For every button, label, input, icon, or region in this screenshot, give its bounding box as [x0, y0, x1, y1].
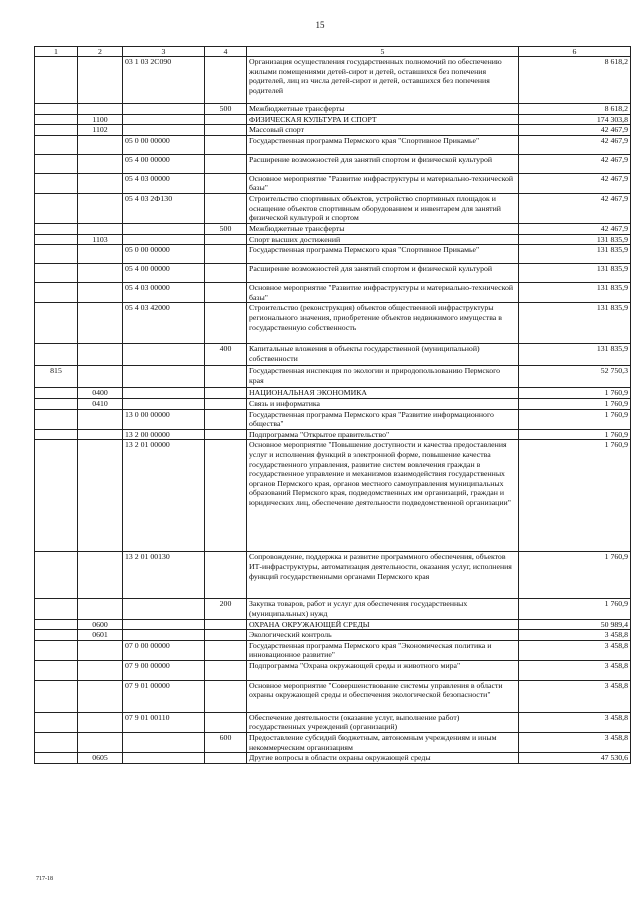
target-article-cell: 13 2 01 00000	[123, 440, 205, 552]
description-cell: Государственная инспекция по экологии и природопользованию Пермского края	[247, 366, 519, 388]
description-cell: Основное мероприятие "Развитие инфраструктуры и материально-технической базы"	[247, 173, 519, 193]
description-cell: Связь и информатика	[247, 398, 519, 409]
admin-code-cell	[35, 154, 78, 173]
amount-cell: 174 303,8	[519, 114, 631, 125]
description-cell: Обеспечение деятельности (оказание услуг, выполнение работ) государственных учреждений (организаций)	[247, 712, 519, 732]
target-article-cell: 05 4 00 00000	[123, 154, 205, 173]
footer-code: 717-18	[36, 876, 53, 882]
admin-code-cell	[35, 283, 78, 303]
amount-cell: 3 458,8	[519, 733, 631, 753]
column-header-2: 2	[78, 47, 123, 57]
table-row	[35, 57, 631, 104]
target-article-cell: 05 0 00 00000	[123, 135, 205, 154]
table-row	[35, 173, 631, 193]
expense-type-cell	[205, 154, 247, 173]
section-code-cell	[78, 104, 123, 115]
description-cell: Спорт высших достижений	[247, 234, 519, 245]
table-row	[35, 429, 631, 440]
target-article-cell	[123, 344, 205, 366]
section-code-cell	[78, 344, 123, 366]
amount-cell: 1 760,9	[519, 429, 631, 440]
description-cell: ФИЗИЧЕСКАЯ КУЛЬТУРА И СПОРТ	[247, 114, 519, 125]
table-row	[35, 154, 631, 173]
table-row	[35, 640, 631, 660]
description-cell: Расширение возможностей для занятий спортом и физической культурой	[247, 264, 519, 283]
admin-code-cell	[35, 125, 78, 136]
target-article-cell: 05 0 00 00000	[123, 245, 205, 264]
admin-code-cell	[35, 173, 78, 193]
amount-cell: 42 467,9	[519, 154, 631, 173]
expense-type-cell	[205, 193, 247, 223]
table-row	[35, 234, 631, 245]
table-row	[35, 114, 631, 125]
target-article-cell	[123, 619, 205, 630]
expense-type-cell	[205, 619, 247, 630]
amount-cell: 8 618,2	[519, 57, 631, 104]
admin-code-cell	[35, 630, 78, 641]
table-row	[35, 193, 631, 223]
section-code-cell	[78, 154, 123, 173]
section-code-cell	[78, 429, 123, 440]
table-row	[35, 344, 631, 366]
amount-cell: 42 467,9	[519, 125, 631, 136]
target-article-cell	[123, 733, 205, 753]
admin-code-cell	[35, 660, 78, 680]
amount-cell: 50 989,4	[519, 619, 631, 630]
section-code-cell	[78, 712, 123, 732]
expense-type-cell	[205, 712, 247, 732]
section-code-cell	[78, 440, 123, 552]
description-cell: Государственная программа Пермского края "Развитие информационного общества"	[247, 409, 519, 429]
table-row	[35, 135, 631, 154]
expense-type-cell	[205, 680, 247, 712]
section-code-cell	[78, 173, 123, 193]
expense-type-cell	[205, 552, 247, 599]
target-article-cell: 05 4 03 00000	[123, 283, 205, 303]
amount-cell: 1 760,9	[519, 599, 631, 619]
expense-type-cell	[205, 57, 247, 104]
table-row	[35, 398, 631, 409]
description-cell: Предоставление субсидий бюджетным, автономным учреждениям и иным некоммерческим организациям	[247, 733, 519, 753]
expense-type-cell: 500	[205, 223, 247, 234]
admin-code-cell: 815	[35, 366, 78, 388]
target-article-cell: 07 0 00 00000	[123, 640, 205, 660]
target-article-cell	[123, 753, 205, 764]
table-row	[35, 660, 631, 680]
page-number: 15	[315, 20, 325, 30]
column-header-6: 6	[519, 47, 631, 57]
expense-type-cell	[205, 366, 247, 388]
target-article-cell	[123, 366, 205, 388]
description-cell: Основное мероприятие "Повышение доступности и качества предоставления услуг и исполнения функций в электронной форме, повышение качества государственного управления, развитие систем вовлечения граждан в государственное управление и механизмов взаимодействия государственных органов Пермского края, органов местного самоуправления муниципальных образований Пермского края, подведомственных им организаций, граждан и юридических лиц, обеспечение деятельности подведомственной организации"	[247, 440, 519, 552]
amount-cell: 3 458,8	[519, 712, 631, 732]
expense-type-cell	[205, 264, 247, 283]
target-article-cell	[123, 125, 205, 136]
section-code-cell: 0605	[78, 753, 123, 764]
target-article-cell	[123, 388, 205, 399]
amount-cell: 131 835,9	[519, 303, 631, 344]
expense-type-cell	[205, 440, 247, 552]
section-code-cell: 1103	[78, 234, 123, 245]
target-article-cell: 07 9 01 00110	[123, 712, 205, 732]
table-row	[35, 283, 631, 303]
target-article-cell: 07 9 00 00000	[123, 660, 205, 680]
section-code-cell	[78, 245, 123, 264]
target-article-cell: 05 4 00 00000	[123, 264, 205, 283]
description-cell: Подпрограмма "Открытое правительство"	[247, 429, 519, 440]
section-code-cell	[78, 193, 123, 223]
admin-code-cell	[35, 398, 78, 409]
description-cell: Основное мероприятие "Развитие инфраструктуры и материально-технической базы"	[247, 283, 519, 303]
table-row	[35, 125, 631, 136]
section-code-cell	[78, 599, 123, 619]
admin-code-cell	[35, 680, 78, 712]
amount-cell: 1 760,9	[519, 552, 631, 599]
amount-cell: 131 835,9	[519, 264, 631, 283]
amount-cell: 131 835,9	[519, 344, 631, 366]
description-cell: Строительство (реконструкция) объектов общественной инфраструктуры регионального значения, приобретение объектов недвижимого имущества в государственную собственность	[247, 303, 519, 344]
table-header	[35, 47, 631, 57]
table-row	[35, 753, 631, 764]
expense-type-cell	[205, 125, 247, 136]
target-article-cell	[123, 599, 205, 619]
admin-code-cell	[35, 193, 78, 223]
table-row	[35, 104, 631, 115]
admin-code-cell	[35, 245, 78, 264]
target-article-cell: 07 9 01 00000	[123, 680, 205, 712]
amount-cell: 42 467,9	[519, 173, 631, 193]
description-cell: Другие вопросы в области охраны окружающей среды	[247, 753, 519, 764]
section-code-cell	[78, 303, 123, 344]
amount-cell: 42 467,9	[519, 135, 631, 154]
admin-code-cell	[35, 753, 78, 764]
amount-cell: 1 760,9	[519, 388, 631, 399]
admin-code-cell	[35, 264, 78, 283]
expense-type-cell: 500	[205, 104, 247, 115]
target-article-cell	[123, 114, 205, 125]
expense-type-cell: 400	[205, 344, 247, 366]
target-article-cell: 13 2 00 00000	[123, 429, 205, 440]
description-cell: Капитальные вложения в объекты государственной (муниципальной) собственности	[247, 344, 519, 366]
description-cell: Государственная программа Пермского края "Экономическая политика и инновационное развитие"	[247, 640, 519, 660]
section-code-cell: 0601	[78, 630, 123, 641]
description-cell: Сопровождение, поддержка и развитие программного обеспечения, объектов ИТ-инфраструктуры, автоматизация деятельности, оказания услуг, исполнения функций государственными органами Пермского края	[247, 552, 519, 599]
expense-type-cell	[205, 303, 247, 344]
table-row	[35, 733, 631, 753]
expense-type-cell	[205, 135, 247, 154]
amount-cell: 42 467,9	[519, 223, 631, 234]
admin-code-cell	[35, 640, 78, 660]
column-header-4: 4	[205, 47, 247, 57]
section-code-cell	[78, 223, 123, 234]
description-cell: Массовый спорт	[247, 125, 519, 136]
admin-code-cell	[35, 234, 78, 245]
admin-code-cell	[35, 552, 78, 599]
table-row	[35, 619, 631, 630]
expense-type-cell	[205, 245, 247, 264]
table-row	[35, 599, 631, 619]
admin-code-cell	[35, 114, 78, 125]
target-article-cell	[123, 223, 205, 234]
section-code-cell	[78, 552, 123, 599]
description-cell: Расширение возможностей для занятий спортом и физической культурой	[247, 154, 519, 173]
expense-type-cell	[205, 409, 247, 429]
amount-cell: 52 750,3	[519, 366, 631, 388]
amount-cell: 131 835,9	[519, 245, 631, 264]
amount-cell: 131 835,9	[519, 234, 631, 245]
description-cell: Межбюджетные трансферты	[247, 223, 519, 234]
amount-cell: 47 530,6	[519, 753, 631, 764]
target-article-cell	[123, 234, 205, 245]
amount-cell: 1 760,9	[519, 409, 631, 429]
admin-code-cell	[35, 733, 78, 753]
expense-type-cell	[205, 234, 247, 245]
target-article-cell	[123, 630, 205, 641]
table-body	[35, 57, 631, 764]
section-code-cell: 0410	[78, 398, 123, 409]
admin-code-cell	[35, 440, 78, 552]
description-cell: Организация осуществления государственных полномочий по обеспечению жилыми помещениями детей-сирот и детей, оставшихся без попечения родителей, лиц из числа детей-сирот и детей, оставшихся без попечения родителей	[247, 57, 519, 104]
section-code-cell	[78, 135, 123, 154]
section-code-cell	[78, 733, 123, 753]
table-row	[35, 712, 631, 732]
expense-type-cell	[205, 429, 247, 440]
section-code-cell: 0600	[78, 619, 123, 630]
table-row	[35, 245, 631, 264]
expense-type-cell: 200	[205, 599, 247, 619]
expense-type-cell	[205, 114, 247, 125]
table-row	[35, 223, 631, 234]
description-cell: Государственная программа Пермского края "Спортивное Прикамье"	[247, 135, 519, 154]
expense-type-cell	[205, 283, 247, 303]
table-row	[35, 552, 631, 599]
amount-cell: 1 760,9	[519, 440, 631, 552]
amount-cell: 3 458,8	[519, 630, 631, 641]
target-article-cell: 13 0 00 00000	[123, 409, 205, 429]
amount-cell: 8 618,2	[519, 104, 631, 115]
target-article-cell: 05 4 03 00000	[123, 173, 205, 193]
expense-type-cell	[205, 630, 247, 641]
description-cell: Закупка товаров, работ и услуг для обеспечения государственных (муниципальных) нужд	[247, 599, 519, 619]
target-article-cell	[123, 104, 205, 115]
column-header-5: 5	[247, 47, 519, 57]
description-cell: НАЦИОНАЛЬНАЯ ЭКОНОМИКА	[247, 388, 519, 399]
target-article-cell: 05 4 03 2Ф130	[123, 193, 205, 223]
description-cell: Подпрограмма "Охрана окружающей среды и животного мира"	[247, 660, 519, 680]
description-cell: ОХРАНА ОКРУЖАЮЩЕЙ СРЕДЫ	[247, 619, 519, 630]
description-cell: Государственная программа Пермского края "Спортивное Прикамье"	[247, 245, 519, 264]
amount-cell: 3 458,8	[519, 660, 631, 680]
admin-code-cell	[35, 429, 78, 440]
table-row	[35, 680, 631, 712]
description-cell: Основное мероприятие "Совершенствование системы управления в области охраны окружающей среды и обеспечения экологической безопасности"	[247, 680, 519, 712]
section-code-cell	[78, 680, 123, 712]
table-row	[35, 440, 631, 552]
section-code-cell: 1100	[78, 114, 123, 125]
section-code-cell	[78, 283, 123, 303]
table-row	[35, 388, 631, 399]
description-cell: Строительство спортивных объектов, устройство спортивных площадок и оснащение объектов спортивным оборудованием и инвентарем для занятий физической культурой и спортом	[247, 193, 519, 223]
expense-type-cell: 600	[205, 733, 247, 753]
target-article-cell	[123, 398, 205, 409]
section-code-cell: 1102	[78, 125, 123, 136]
section-code-cell	[78, 57, 123, 104]
section-code-cell	[78, 264, 123, 283]
expense-type-cell	[205, 173, 247, 193]
admin-code-cell	[35, 223, 78, 234]
column-header-1: 1	[35, 47, 78, 57]
section-code-cell: 0400	[78, 388, 123, 399]
admin-code-cell	[35, 57, 78, 104]
expense-type-cell	[205, 398, 247, 409]
amount-cell: 42 467,9	[519, 193, 631, 223]
amount-cell: 1 760,9	[519, 398, 631, 409]
admin-code-cell	[35, 599, 78, 619]
admin-code-cell	[35, 409, 78, 429]
table-row	[35, 409, 631, 429]
section-code-cell	[78, 366, 123, 388]
description-cell: Экологический контроль	[247, 630, 519, 641]
description-cell: Межбюджетные трансферты	[247, 104, 519, 115]
admin-code-cell	[35, 619, 78, 630]
section-code-cell	[78, 409, 123, 429]
section-code-cell	[78, 640, 123, 660]
admin-code-cell	[35, 712, 78, 732]
expense-type-cell	[205, 388, 247, 399]
expense-type-cell	[205, 753, 247, 764]
admin-code-cell	[35, 303, 78, 344]
admin-code-cell	[35, 135, 78, 154]
table-row	[35, 366, 631, 388]
target-article-cell: 05 4 03 42000	[123, 303, 205, 344]
budget-table	[34, 46, 631, 764]
table-row	[35, 630, 631, 641]
admin-code-cell	[35, 104, 78, 115]
amount-cell: 3 458,8	[519, 680, 631, 712]
expense-type-cell	[205, 660, 247, 680]
section-code-cell	[78, 660, 123, 680]
amount-cell: 131 835,9	[519, 283, 631, 303]
table-row	[35, 264, 631, 283]
header-row	[35, 47, 631, 57]
admin-code-cell	[35, 344, 78, 366]
admin-code-cell	[35, 388, 78, 399]
table-row	[35, 303, 631, 344]
expense-type-cell	[205, 640, 247, 660]
target-article-cell: 03 1 03 2С090	[123, 57, 205, 104]
target-article-cell: 13 2 01 00130	[123, 552, 205, 599]
column-header-3: 3	[123, 47, 205, 57]
amount-cell: 3 458,8	[519, 640, 631, 660]
